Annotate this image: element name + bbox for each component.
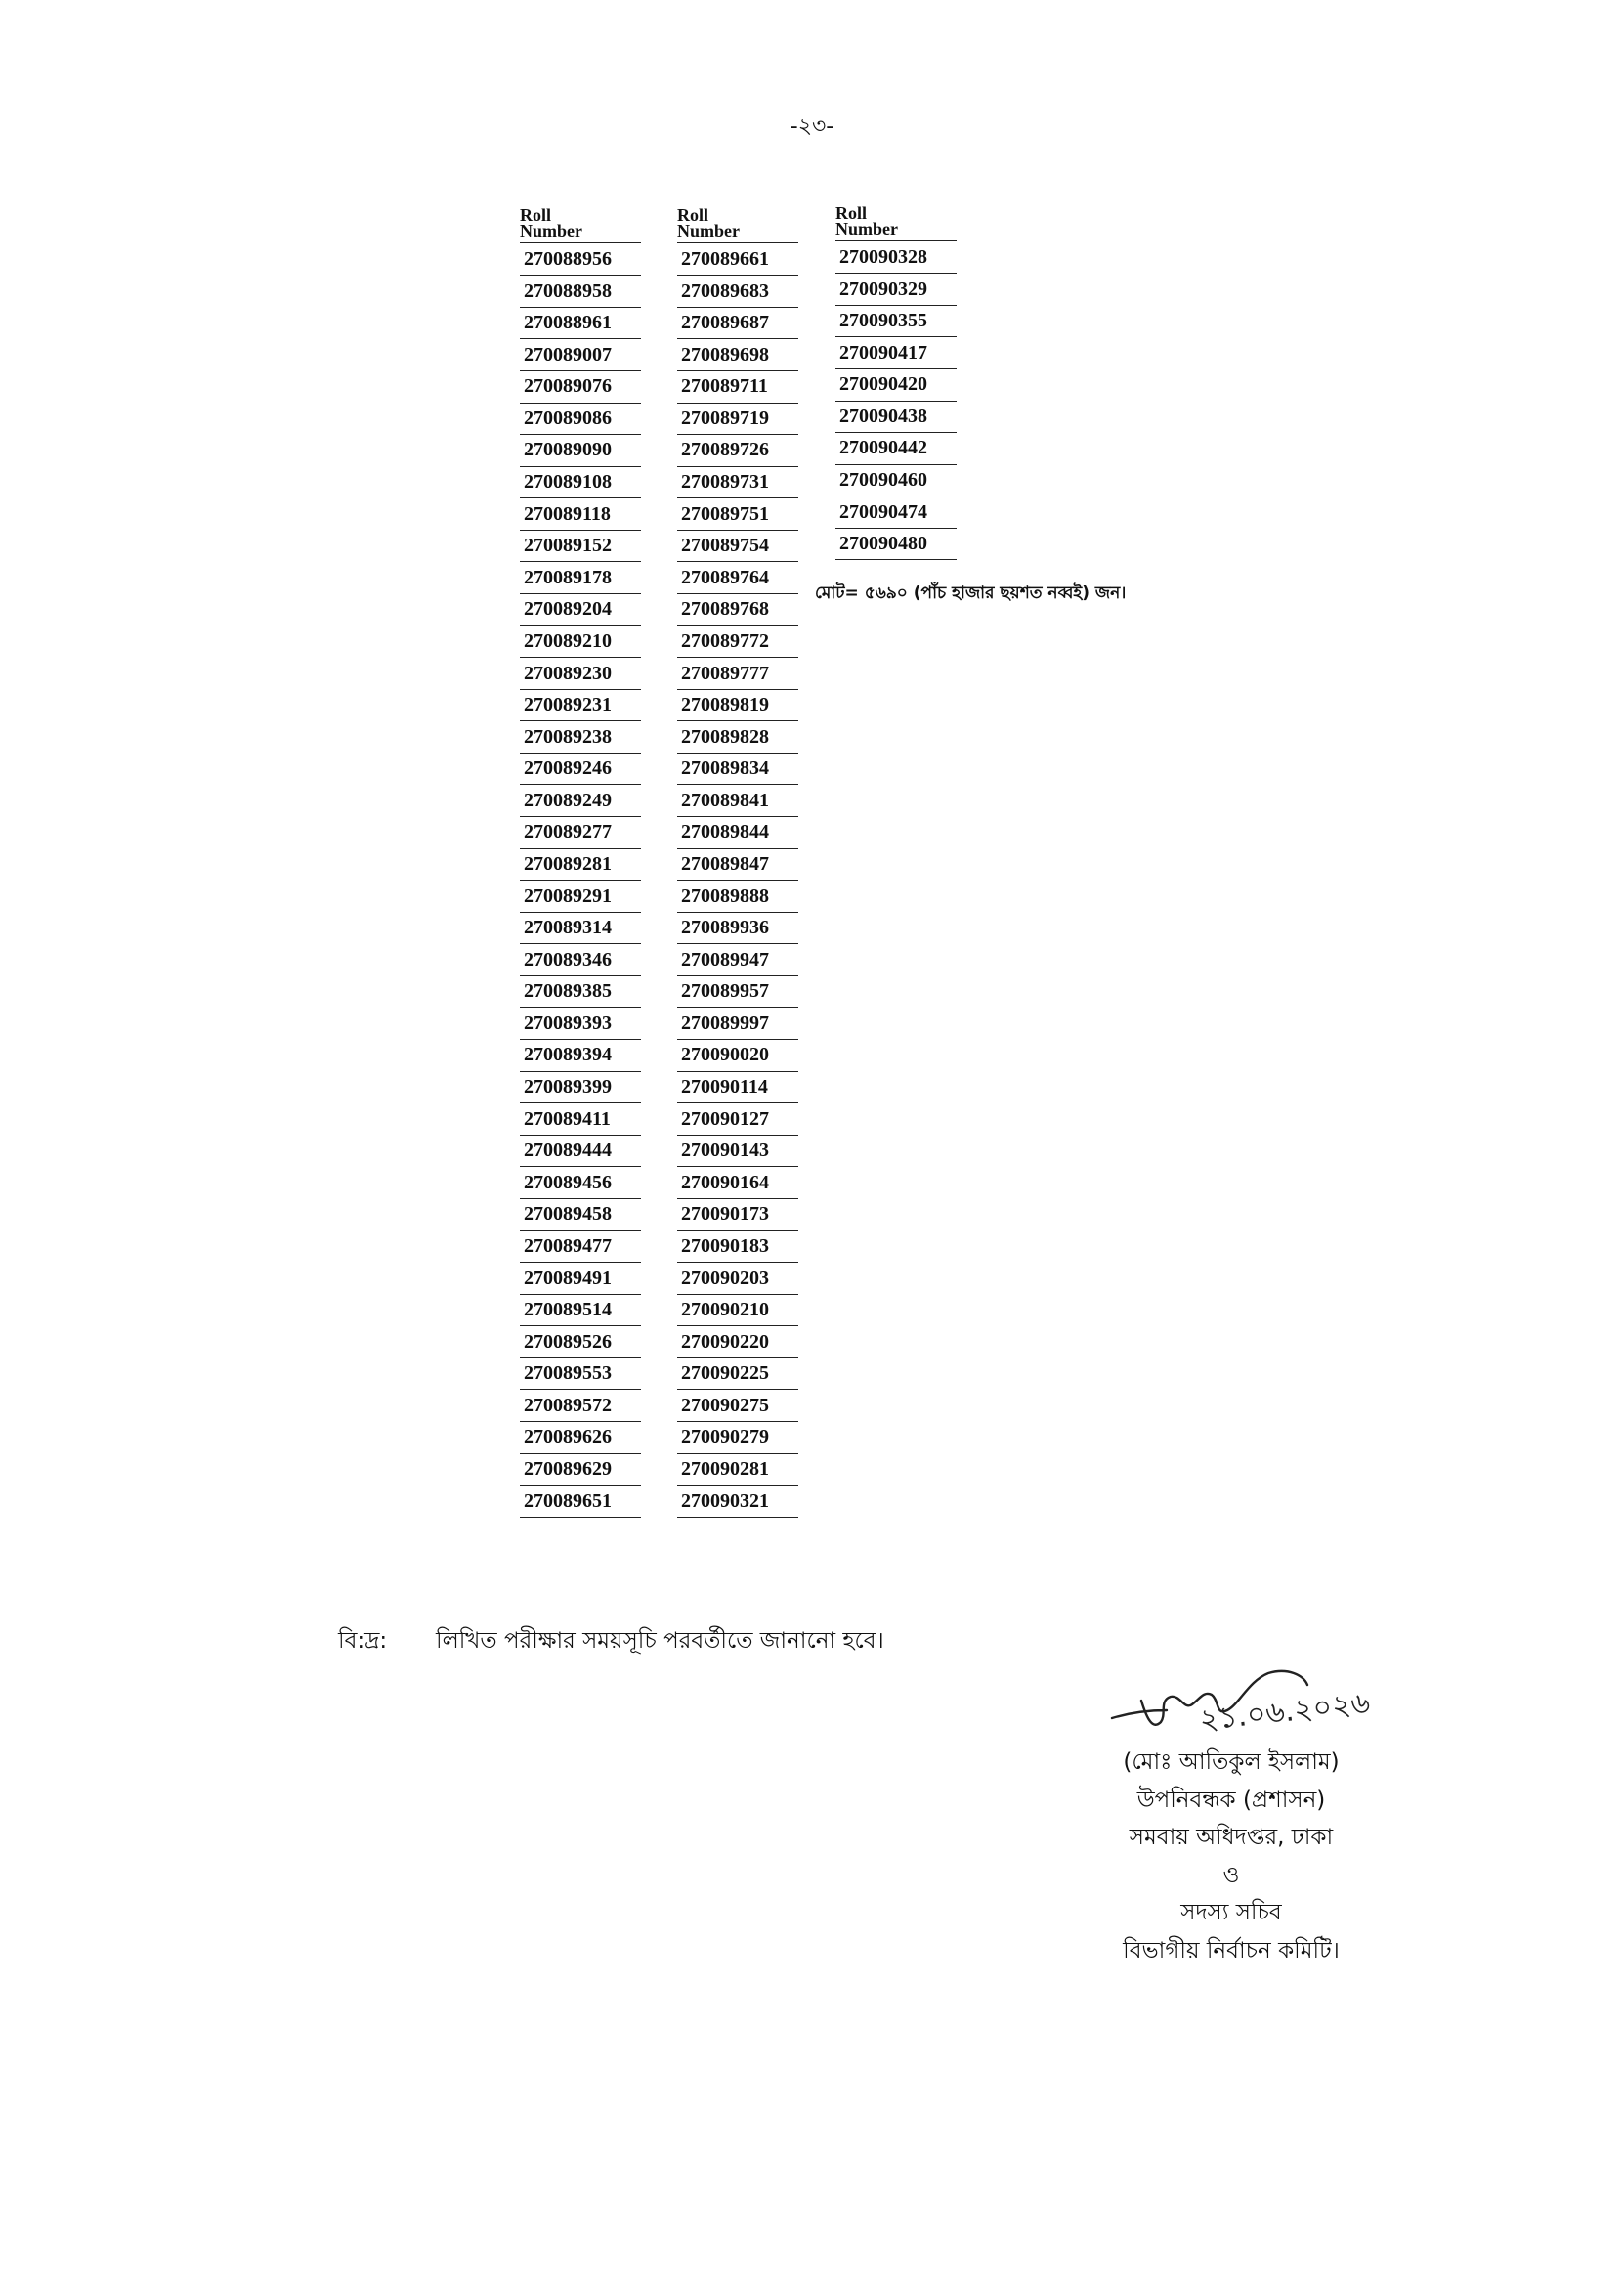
- signature-image: [1102, 1661, 1376, 1749]
- roll-number-cell: 270090442: [835, 435, 957, 464]
- total-count: মোট= ৫৬৯০ (পাঁচ হাজার ছয়শত নব্বই) জন।: [815, 583, 1127, 603]
- signatory-conjunction: ও: [1222, 1862, 1240, 1888]
- roll-number-cell: 270089210: [520, 628, 641, 658]
- roll-number-cell: 270090210: [677, 1297, 798, 1326]
- roll-number-cell: 270089277: [520, 819, 641, 848]
- roll-number-cell: 270089458: [520, 1201, 641, 1230]
- note: [338, 1622, 884, 1660]
- roll-number-cell: 270089841: [677, 788, 798, 817]
- roll-number-cell: 270089076: [520, 373, 641, 403]
- roll-number-cell: 270089281: [520, 851, 641, 881]
- roll-number-cell: 270090220: [677, 1329, 798, 1358]
- roll-column-1: [520, 207, 641, 1520]
- roll-number-cell: 270090173: [677, 1201, 798, 1230]
- roll-number-cell: 270089683: [677, 279, 798, 308]
- roll-number-cell: 270089777: [677, 661, 798, 690]
- roll-number-cell: 270089291: [520, 883, 641, 913]
- roll-number-cell: 270090460: [835, 467, 957, 496]
- roll-number-cell: 270089751: [677, 501, 798, 531]
- roll-number-cell: 270088958: [520, 279, 641, 308]
- roll-number-cell: 270089086: [520, 406, 641, 435]
- roll-column-3: [835, 205, 957, 563]
- roll-number-cell: 270090355: [835, 308, 957, 337]
- roll-number-cell: 270090279: [677, 1424, 798, 1453]
- roll-number-cell: 270090420: [835, 371, 957, 401]
- roll-number-cell: 270089385: [520, 978, 641, 1008]
- roll-number-cell: 270089526: [520, 1329, 641, 1358]
- roll-number-cell: 270090329: [835, 277, 957, 306]
- page-number: -২৩-: [790, 114, 834, 139]
- roll-number-cell: 270089764: [677, 565, 798, 594]
- roll-number-cell: 270089888: [677, 883, 798, 913]
- roll-number-cell: 270089514: [520, 1297, 641, 1326]
- roll-number-cell: 270089456: [520, 1170, 641, 1199]
- roll-number-cell: 270090020: [677, 1042, 798, 1071]
- roll-number-cell: 270089553: [520, 1360, 641, 1390]
- roll-number-cell: 270089626: [520, 1424, 641, 1453]
- roll-number-cell: 270089314: [520, 915, 641, 944]
- signatory-role: সদস্য সচিব: [1180, 1900, 1282, 1925]
- roll-number-cell: 270089772: [677, 628, 798, 658]
- roll-number-cell: 270089411: [520, 1106, 641, 1136]
- roll-number-cell: 270089238: [520, 724, 641, 754]
- roll-number-cell: 270089204: [520, 596, 641, 625]
- roll-number-cell: 270090225: [677, 1360, 798, 1390]
- roll-number-cell: 270089687: [677, 310, 798, 339]
- roll-number-cell: 270090164: [677, 1170, 798, 1199]
- roll-number-cell: 270089629: [520, 1456, 641, 1486]
- signatory-designation: উপনিবন্ধক (প্রশাসন): [1136, 1787, 1326, 1813]
- column-header: Roll Number: [520, 207, 641, 243]
- roll-number-cell: 270089828: [677, 724, 798, 754]
- roll-number-cell: 270089399: [520, 1074, 641, 1103]
- column-header: Roll Number: [677, 207, 798, 243]
- roll-number-cell: 270090143: [677, 1138, 798, 1167]
- roll-number-cell: 270089844: [677, 819, 798, 848]
- roll-number-cell: 270090114: [677, 1074, 798, 1103]
- roll-number-cell: 270090203: [677, 1266, 798, 1295]
- roll-number-cell: 270089936: [677, 915, 798, 944]
- roll-number-cell: 270089997: [677, 1011, 798, 1040]
- note-label: বি:দ্র:: [338, 1628, 388, 1654]
- roll-number-cell: 270089108: [520, 469, 641, 498]
- roll-number-cell: 270089477: [520, 1233, 641, 1263]
- roll-number-cell: 270090328: [835, 244, 957, 274]
- svg-text:২১.০৬.২০২৬: ২১.০৬.২০২৬: [1197, 1686, 1372, 1739]
- roll-number-cell: 270089394: [520, 1042, 641, 1071]
- roll-number-cell: 270090417: [835, 340, 957, 369]
- roll-number-cell: 270090438: [835, 404, 957, 433]
- roll-number-cell: 270088956: [520, 246, 641, 276]
- roll-number-cell: 270089249: [520, 788, 641, 817]
- roll-number-cell: 270089231: [520, 692, 641, 721]
- roll-number-cell: 270089152: [520, 533, 641, 562]
- roll-number-cell: 270089754: [677, 533, 798, 562]
- signatory-name: (মোঃ আতিকুল ইসলাম): [1123, 1749, 1340, 1775]
- roll-number-cell: 270089444: [520, 1138, 641, 1167]
- roll-number-cell: 270089572: [520, 1393, 641, 1422]
- roll-number-cell: 270089847: [677, 851, 798, 881]
- roll-number-cell: 270089661: [677, 246, 798, 276]
- roll-number-cell: 270088961: [520, 310, 641, 339]
- roll-number-cell: 270089711: [677, 373, 798, 403]
- signatory: [1075, 1744, 1388, 1969]
- roll-number-cell: 270089768: [677, 596, 798, 625]
- note-text: লিখিত পরীক্ষার সময়সূচি পরবর্তীতে জানানো হবে।: [436, 1628, 884, 1654]
- roll-number-cell: 270089834: [677, 755, 798, 785]
- roll-number-cell: 270089698: [677, 342, 798, 371]
- signatory-office: সমবায় অধিদপ্তর, ঢাকা: [1129, 1825, 1334, 1850]
- roll-number-cell: 270090281: [677, 1456, 798, 1486]
- signatory-committee: বিভাগীয় নির্বাচন কমিটি।: [1123, 1937, 1340, 1963]
- roll-number-cell: 270089007: [520, 342, 641, 371]
- roll-number-cell: 270090474: [835, 499, 957, 529]
- roll-number-cell: 270089393: [520, 1011, 641, 1040]
- roll-number-cell: 270090183: [677, 1233, 798, 1263]
- roll-number-cell: 270089947: [677, 947, 798, 976]
- column-header: Roll Number: [835, 205, 957, 241]
- roll-number-cell: 270089346: [520, 947, 641, 976]
- roll-number-cell: 270089246: [520, 755, 641, 785]
- roll-number-cell: 270089491: [520, 1266, 641, 1295]
- roll-number-cell: 270090275: [677, 1393, 798, 1422]
- roll-number-cell: 270090127: [677, 1106, 798, 1136]
- roll-number-cell: 270090321: [677, 1488, 798, 1518]
- roll-number-cell: 270089819: [677, 692, 798, 721]
- roll-number-cell: 270089118: [520, 501, 641, 531]
- roll-number-cell: 270089090: [520, 437, 641, 466]
- roll-number-cell: 270089178: [520, 565, 641, 594]
- roll-number-cell: 270089719: [677, 406, 798, 435]
- roll-number-cell: 270090480: [835, 531, 957, 560]
- roll-number-cell: 270089230: [520, 661, 641, 690]
- roll-number-cell: 270089731: [677, 469, 798, 498]
- roll-column-2: [677, 207, 798, 1520]
- roll-number-cell: 270089957: [677, 978, 798, 1008]
- roll-number-cell: 270089726: [677, 437, 798, 466]
- roll-number-cell: 270089651: [520, 1488, 641, 1518]
